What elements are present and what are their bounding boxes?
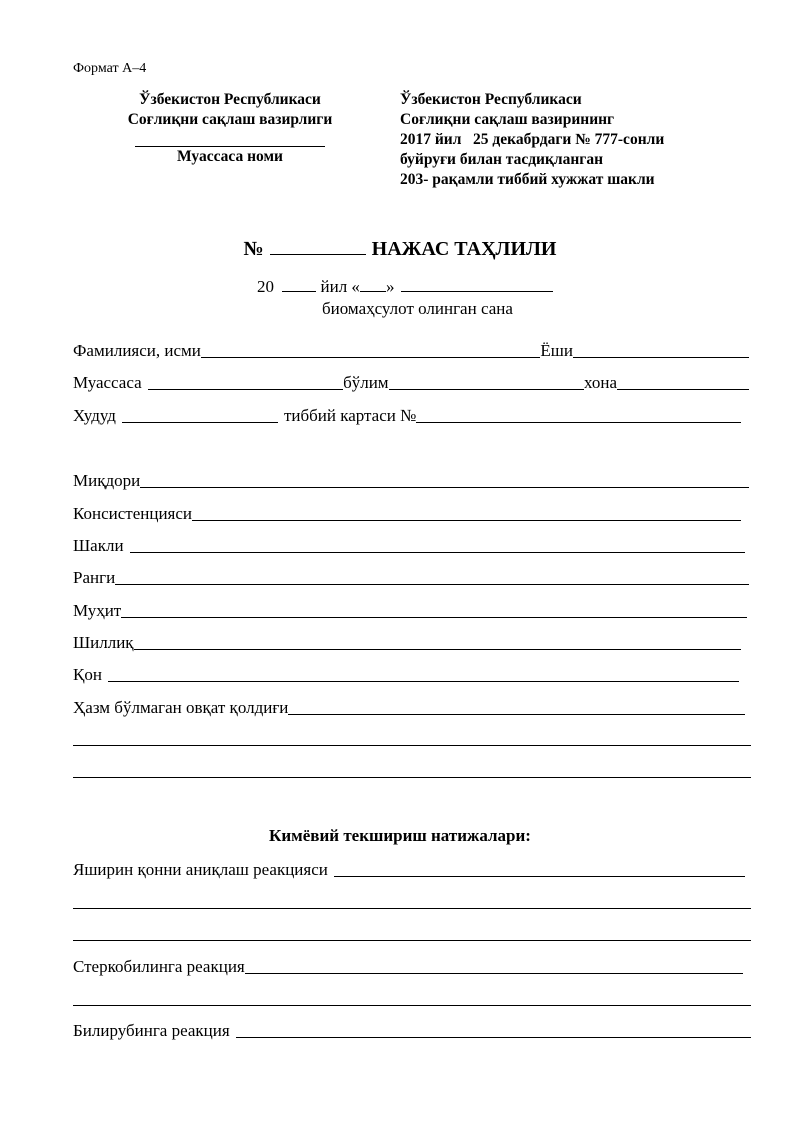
date-line <box>257 276 553 297</box>
header-right-ministry: Соғлиқни сақлаш вазирининг <box>400 111 615 128</box>
header-left-country: Ўзбекистон Республикаси <box>139 91 321 108</box>
page-title <box>0 238 800 261</box>
property-row <box>73 470 749 492</box>
property-field[interactable] <box>140 472 749 488</box>
bilirubin-row <box>73 1020 751 1042</box>
ward-label: хона <box>584 373 617 392</box>
bilirubin-field[interactable] <box>236 1022 751 1038</box>
chemical-section-title: Кимёвий текшириш натижалари: <box>269 826 531 845</box>
header-left <box>100 90 360 167</box>
property-row <box>73 535 745 557</box>
property-row <box>73 567 749 589</box>
ward-field[interactable] <box>617 374 749 390</box>
extra-line[interactable] <box>73 1005 751 1006</box>
extra-line[interactable] <box>73 777 751 778</box>
patient-region-row <box>73 405 741 427</box>
header-left-ministry: Соғлиқни сақлаш вазирлиги <box>127 111 333 128</box>
name-field[interactable] <box>201 342 541 358</box>
format-label: Формат А–4 <box>73 61 147 76</box>
property-field[interactable] <box>134 634 741 650</box>
institution-field[interactable] <box>148 374 343 390</box>
header-left-institution-caption: Муассаса номи <box>177 148 283 165</box>
analysis-number-field[interactable] <box>270 238 366 255</box>
property-field[interactable] <box>121 602 747 618</box>
date-caption: биомаҳсулот олинган сана <box>322 299 513 318</box>
property-label: Ҳазм бўлмаган овқат қолдиғи <box>73 698 289 717</box>
header-right <box>400 90 664 190</box>
card-label: тиббий картаси № <box>283 406 417 425</box>
patient-name-row <box>73 340 749 362</box>
occult-blood-row <box>73 859 745 881</box>
property-field[interactable] <box>192 505 741 521</box>
region-label: Худуд <box>73 406 116 425</box>
property-label: Миқдори <box>73 471 141 490</box>
bilirubin-label: Билирубинга реакция <box>73 1021 230 1040</box>
occult-blood-field[interactable] <box>334 861 745 877</box>
property-row <box>73 632 741 654</box>
property-label: Қон <box>73 665 102 684</box>
stercobilin-row <box>73 956 743 978</box>
institution-name-field[interactable] <box>135 130 325 147</box>
year-field[interactable] <box>282 276 316 292</box>
property-row <box>73 503 741 525</box>
property-row <box>73 664 739 686</box>
extra-line[interactable] <box>73 908 751 909</box>
date-close: » <box>385 277 395 296</box>
department-field[interactable] <box>389 374 584 390</box>
day-field[interactable] <box>360 276 386 292</box>
extra-line[interactable] <box>73 940 751 941</box>
name-label: Фамилияси, исми <box>73 341 201 360</box>
age-field[interactable] <box>573 342 749 358</box>
title-text: НАЖАС ТАҲЛИЛИ <box>371 238 557 260</box>
card-number-field[interactable] <box>416 407 741 423</box>
region-field[interactable] <box>122 407 278 423</box>
header-right-order: 2017 йил 25 декабрдаги № 777-сонли <box>400 131 665 148</box>
age-label: Ёши <box>540 341 573 360</box>
extra-line[interactable] <box>73 745 751 746</box>
property-field[interactable] <box>115 569 749 585</box>
property-field[interactable] <box>108 666 739 682</box>
property-row <box>73 600 747 622</box>
property-label: Шакли <box>73 536 124 555</box>
property-field[interactable] <box>130 537 745 553</box>
property-row <box>73 697 745 719</box>
header-right-approved: буйруғи билан тасдиқланган <box>400 151 604 168</box>
header-right-form-name: 203- рақамли тиббий хужжат шакли <box>400 171 655 188</box>
stercobilin-label: Стеркобилинга реакция <box>73 957 245 976</box>
date-year-word: йил « <box>320 277 360 296</box>
institution-label: Муассаса <box>73 373 142 392</box>
patient-institution-row <box>73 372 749 394</box>
property-field[interactable] <box>288 699 745 715</box>
stercobilin-field[interactable] <box>245 958 743 974</box>
department-label: бўлим <box>343 373 389 392</box>
occult-blood-label: Яширин қонни аниқлаш реакцияси <box>73 860 328 879</box>
property-label: Шиллиқ <box>73 633 134 652</box>
property-label: Консистенцияси <box>73 504 193 523</box>
date-century: 20 <box>257 277 274 296</box>
title-number-sign: № <box>243 238 264 260</box>
header-right-country: Ўзбекистон Республикаси <box>400 91 582 108</box>
property-label: Ранги <box>73 568 116 587</box>
month-field[interactable] <box>401 276 553 292</box>
property-label: Муҳит <box>73 601 122 620</box>
